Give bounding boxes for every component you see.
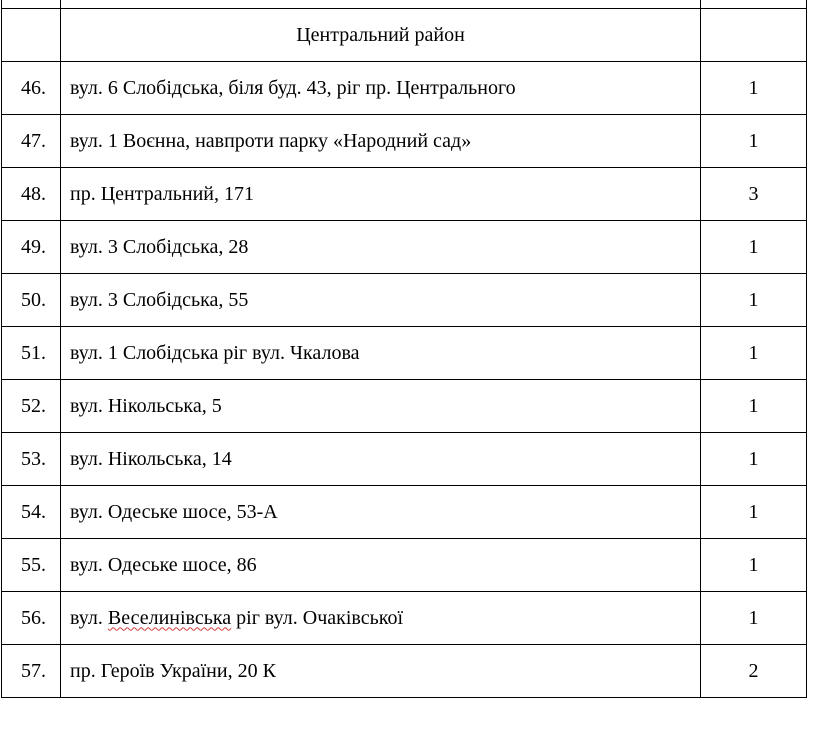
- table-row: [2, 221, 807, 274]
- row-quantity: 1: [701, 486, 807, 539]
- row-address: вул. 3 Слобідська, 55: [61, 274, 701, 327]
- table-row: [2, 433, 807, 486]
- row-number: 50.: [2, 274, 61, 327]
- table-row: [2, 168, 807, 221]
- row-address: вул. 1 Слобідська ріг вул. Чкалова: [61, 327, 701, 380]
- table-row: [2, 274, 807, 327]
- table-row: [2, 62, 807, 115]
- row-quantity: 1: [701, 380, 807, 433]
- row-quantity: 1: [701, 592, 807, 645]
- row-quantity: 1: [701, 115, 807, 168]
- table-row-partial-top: [2, 0, 807, 9]
- row-address: вул. 6 Слобідська, біля буд. 43, ріг пр. Центрального: [61, 62, 701, 115]
- row-address: пр. Героїв України, 20 К: [61, 645, 701, 698]
- table-row: [2, 539, 807, 592]
- row-number: 47.: [2, 115, 61, 168]
- address-suffix: ріг вул. Очаківської: [231, 606, 404, 629]
- table-row: [2, 592, 807, 645]
- section-header-row: [2, 9, 807, 62]
- row-number: 51.: [2, 327, 61, 380]
- row-quantity: 3: [701, 168, 807, 221]
- section-title: Центральний район: [61, 9, 701, 62]
- row-address: вул. 3 Слобідська, 28: [61, 221, 701, 274]
- row-address: вул. Нікольська, 14: [61, 433, 701, 486]
- row-address: вул. 1 Воєнна, навпроти парку «Народний сад»: [61, 115, 701, 168]
- row-quantity: 2: [701, 645, 807, 698]
- address-prefix: вул.: [70, 606, 108, 629]
- table-cell: [61, 0, 701, 9]
- row-quantity: 1: [701, 62, 807, 115]
- table-row: [2, 380, 807, 433]
- row-number: 57.: [2, 645, 61, 698]
- row-address: пр. Центральний, 171: [61, 168, 701, 221]
- table-row: [2, 486, 807, 539]
- table-cell: [701, 0, 807, 9]
- row-quantity: 1: [701, 433, 807, 486]
- row-quantity: 1: [701, 327, 807, 380]
- row-number: 54.: [2, 486, 61, 539]
- row-number: 55.: [2, 539, 61, 592]
- row-number: 56.: [2, 592, 61, 645]
- row-address: вул. Одеське шосе, 53-А: [61, 486, 701, 539]
- table-cell: [2, 0, 61, 9]
- row-number: 49.: [2, 221, 61, 274]
- row-address: [61, 592, 701, 645]
- row-quantity: 1: [701, 539, 807, 592]
- row-number: 46.: [2, 62, 61, 115]
- row-address: вул. Одеське шосе, 86: [61, 539, 701, 592]
- district-table: [1, 0, 807, 698]
- row-quantity: 1: [701, 274, 807, 327]
- row-address: вул. Нікольська, 5: [61, 380, 701, 433]
- table-row: [2, 327, 807, 380]
- table-row: [2, 645, 807, 698]
- table-row: [2, 115, 807, 168]
- row-number: 52.: [2, 380, 61, 433]
- table-cell: [701, 9, 807, 62]
- row-quantity: 1: [701, 221, 807, 274]
- row-number: 53.: [2, 433, 61, 486]
- spellcheck-flagged-word: Веселинівська: [107, 606, 232, 629]
- table-cell: [2, 9, 61, 62]
- row-number: 48.: [2, 168, 61, 221]
